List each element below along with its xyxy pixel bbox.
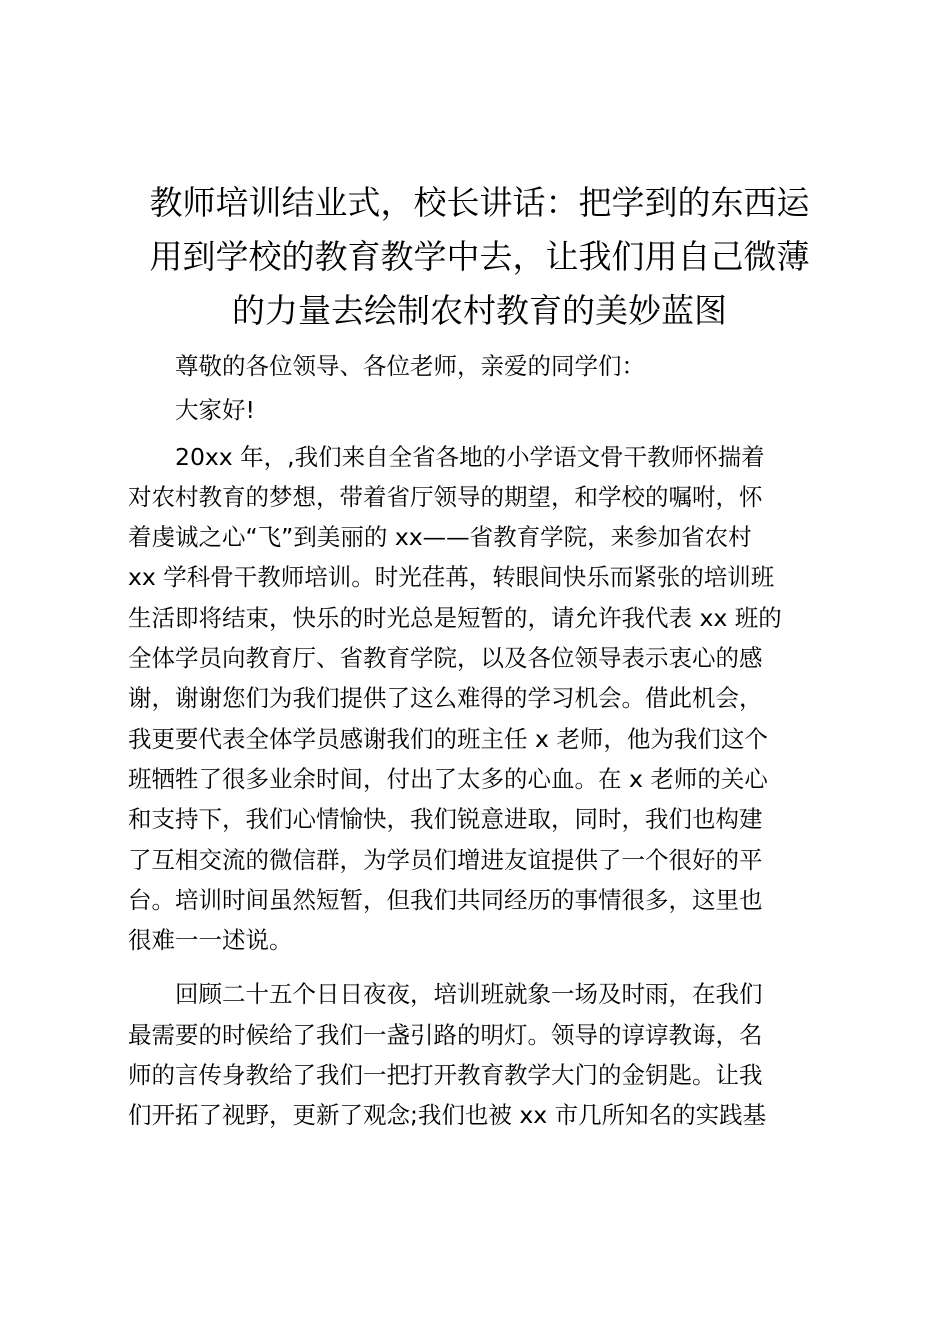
paragraph-line: 班牺牲了很多业余时间，付出了太多的心血。在 x 老师的关心: [128, 764, 768, 793]
document-page: [128, 176, 831, 1136]
document-title: [128, 176, 831, 338]
paragraph-line: 生活即将结束，快乐的时光总是短暂的，请允许我代表 xx 班的: [128, 603, 782, 632]
paragraph-line: 着虔诚之心“飞”到美丽的 xx——省教育学院，来参加省农村: [128, 523, 752, 552]
paragraph-line: 最需要的时候给了我们一盏引路的明灯。领导的谆谆教诲，名: [128, 1020, 763, 1049]
paragraph-line: 谢，谢谢您们为我们提供了这么难得的学习机会。借此机会，: [128, 684, 763, 713]
paragraph-line: 师的言传身教给了我们一把打开教育教学大门的金钥匙。让我: [128, 1061, 763, 1090]
paragraph-line: 了互相交流的微信群，为学员们增进友谊提供了一个很好的平: [128, 845, 763, 874]
paragraph-line: 20xx 年，,我们来自全省各地的小学语文骨干教师怀揣着: [175, 442, 765, 471]
greeting: 大家好!: [175, 396, 255, 425]
body-paragraph-2: [128, 974, 831, 1135]
paragraph-line: 和支持下，我们心情愉快，我们锐意进取，同时，我们也构建: [128, 805, 763, 834]
title-line: 教师培训结业式，校长讲话：把学到的东西运: [149, 183, 810, 222]
paragraph-line: 全体学员向教育厅、省教育学院，以及各位领导表示衷心的感: [128, 644, 763, 673]
paragraph-line: xx 学科骨干教师培训。时光荏苒，转眼间快乐而紧张的培训班: [128, 563, 775, 592]
paragraph-line: 台。培训时间虽然短暂，但我们共同经历的事情很多，这里也: [128, 885, 763, 914]
paragraph-line: 回顾二十五个日日夜夜，培训班就象一场及时雨，在我们: [175, 980, 763, 1009]
body-paragraph-1: [128, 437, 831, 961]
paragraph-line: 我更要代表全体学员感谢我们的班主任 x 老师，他为我们这个: [128, 724, 768, 753]
title-line: 用到学校的教育教学中去，让我们用自己微薄: [149, 237, 810, 276]
title-line: 的力量去绘制农村教育的美妙蓝图: [232, 291, 727, 330]
paragraph-line: 对农村教育的梦想，带着省厅领导的期望，和学校的嘱咐，怀: [128, 482, 763, 511]
salutation: 尊敬的各位领导、各位老师，亲爱的同学们：: [175, 352, 645, 380]
paragraph-line: 们开拓了视野，更新了观念;我们也被 xx 市几所知名的实践基: [128, 1101, 767, 1130]
paragraph-line: 很难一一述说。: [128, 926, 293, 955]
